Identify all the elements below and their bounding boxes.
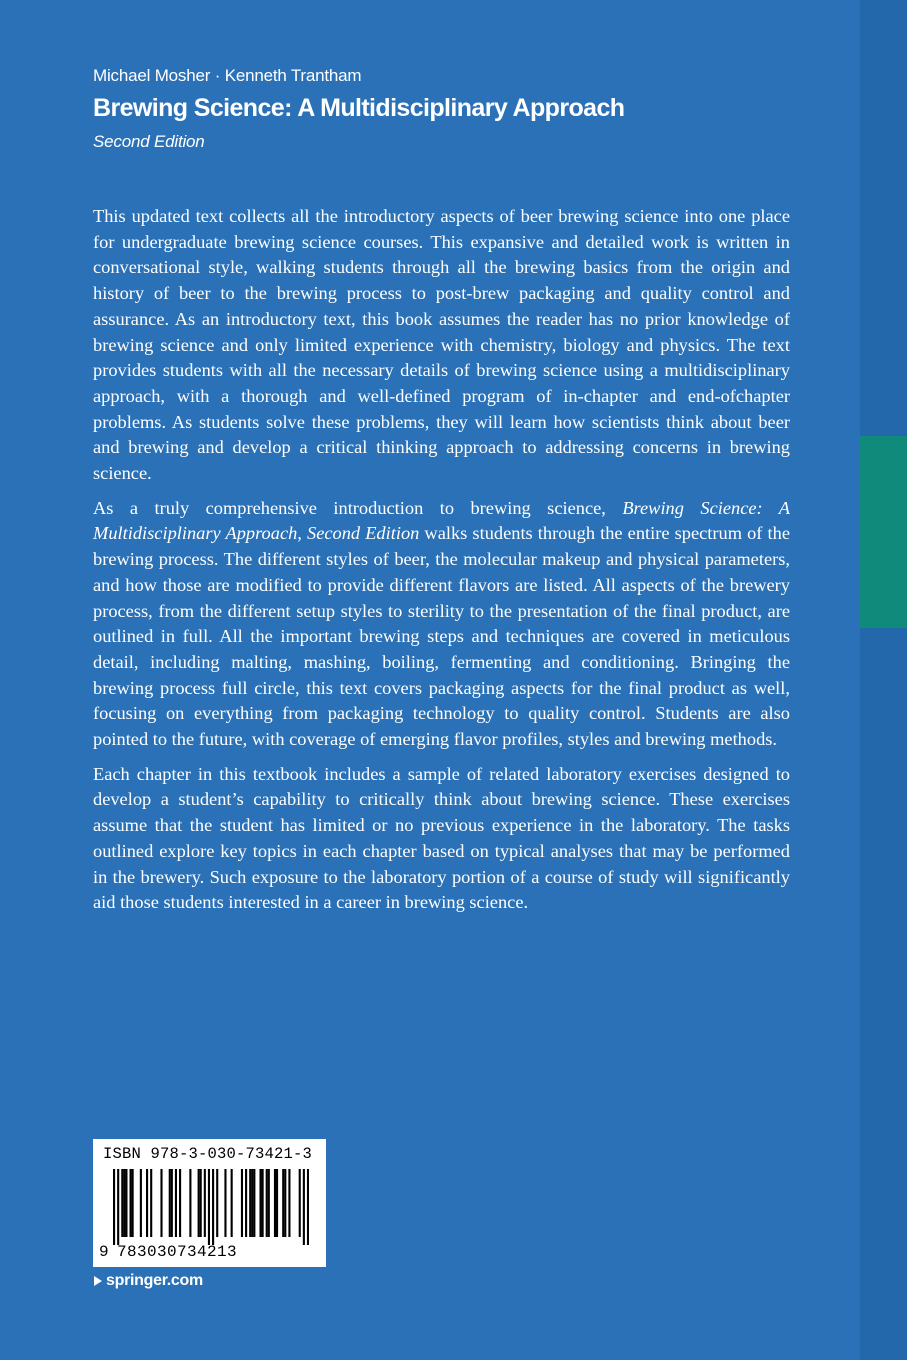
barcode-bar [307, 1169, 309, 1245]
barcode-bars [113, 1169, 309, 1245]
barcode-bar [216, 1169, 218, 1237]
barcode-bar [140, 1169, 142, 1237]
paragraph-1: This updated text collects all the introductory aspects of beer brewing science into one place for undergraduate brewing science courses. This expansive and detailed work is written in conversational style, walking students through all the brewing basics from the origin and history of beer to the brewing process to post-brew packaging and quality control and assurance. As an introductory text, this book assumes the reader has no prior knowledge of brewing science and only limited experience with chemistry, biology and physics. The text provides students with all the necessary details of brewing science using a multidisciplinary approach, with a thorough and well-defined program of in-chapter and end-ofchapter problems. As students solve these problems, they will learn how scientists think about beer and brewing and develop a critical thinking approach to addressing concerns in brewing science. [93, 206, 790, 484]
description [93, 204, 790, 925]
barcode-bar [224, 1169, 226, 1237]
barcode-bar [198, 1169, 200, 1237]
barcode-bar [303, 1169, 305, 1245]
barcode-bar [208, 1169, 210, 1245]
barcode-bar [150, 1169, 152, 1237]
barcode-bar [241, 1169, 243, 1237]
spine-strip [860, 0, 907, 1360]
barcode-bar [204, 1169, 206, 1237]
isbn-label: ISBN 978-3-030-73421-3 [103, 1145, 313, 1163]
barcode-bar [121, 1169, 123, 1237]
edition: Second Edition [93, 132, 205, 151]
barcode-bar [253, 1169, 255, 1237]
book-title: Brewing Science: A Multidisciplinary Approach [93, 94, 625, 122]
paragraph-2 [93, 496, 790, 753]
barcode-lead-digit: 9 [99, 1243, 109, 1261]
paragraph-2-title: Brewing Science: A Multidisciplinary Approach, Second Edition [93, 497, 790, 544]
barcode-bar [179, 1169, 181, 1237]
paragraph-3: Each chapter in this textbook includes a sample of related laboratory exercises designed to develop a student’s capability to critically think about brewing science. These exercises assume that the student has limited or no previous experience in the laboratory. The tasks outlined explore key topics in each chapter based on typical analyses that may be performed in the brewery. Such exposure to the laboratory portion of a course of study will significantly aid those students interested in a career in brewing science. [93, 763, 790, 913]
barcode-bar [245, 1169, 247, 1237]
barcode-bar [146, 1169, 148, 1237]
barcode-bar [284, 1169, 286, 1237]
barcode-bar [123, 1169, 125, 1237]
barcode-bar [249, 1169, 251, 1237]
barcode-bar [262, 1169, 264, 1237]
barcode-bar [282, 1169, 284, 1237]
barcode-bar [117, 1169, 119, 1245]
publisher-link-text: springer.com [106, 1272, 203, 1289]
barcode-bar [259, 1169, 261, 1237]
barcode-bar [169, 1169, 171, 1237]
paragraph-2-lead: As a truly comprehensive introduction to brewing science, [93, 497, 623, 518]
barcode-bar [160, 1169, 162, 1237]
barcode-bar [251, 1169, 253, 1237]
barcode-bar [200, 1169, 202, 1237]
barcode-bar [276, 1169, 278, 1237]
authors: Michael Mosher · Kenneth Trantham [93, 66, 362, 85]
barcode-bar [288, 1169, 290, 1237]
barcode-bar [189, 1169, 191, 1237]
barcode-bar [266, 1169, 268, 1237]
barcode-bar [175, 1169, 177, 1237]
barcode-bar [130, 1169, 132, 1237]
barcode-bar [299, 1169, 301, 1237]
barcode-bar [231, 1169, 233, 1237]
barcode-bar [113, 1169, 115, 1245]
arrow-right-icon [93, 1275, 103, 1287]
barcode-bar [268, 1169, 270, 1237]
paragraph-2-rest: walks students through the entire spectrum of the brewing process. The different styles of beer, the molecular makeup and physical parameters, and how those are modified to provide different flavors are listed. All aspects of the brewery process, from the different setup styles to sterility to the presentation of the final product, are outlined in full. All the important brewing steps and techniques are covered in meticulous detail, including malting, mashing, boiling, fermenting and conditioning. Bringing the brewing process full circle, this text covers packaging aspects for the final product as well, focusing on everything from packaging technology to quality control. Students are also pointed to the future, with coverage of emerging flavor profiles, styles and brewing methods. [93, 523, 790, 750]
barcode-bar [212, 1169, 214, 1245]
barcode-bar [274, 1169, 276, 1237]
barcode-bar [132, 1169, 134, 1237]
barcode-bar [171, 1169, 173, 1237]
isbn-barcode [93, 1139, 326, 1267]
publisher-link[interactable] [93, 1272, 203, 1290]
spine-accent-band [860, 436, 907, 628]
barcode-digits: 783030734213 [117, 1243, 238, 1261]
barcode-bar [125, 1169, 127, 1237]
